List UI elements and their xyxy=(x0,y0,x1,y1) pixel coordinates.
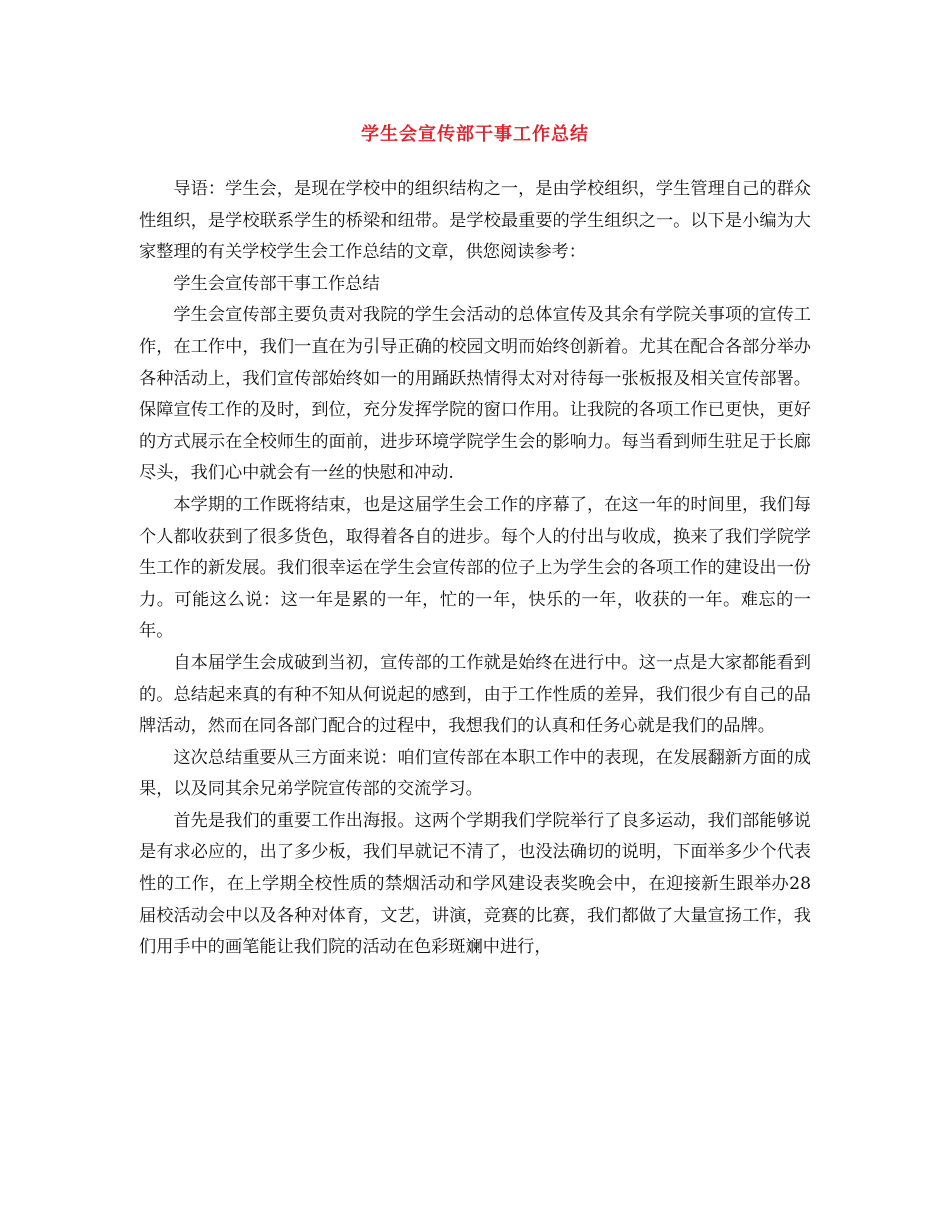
document-page xyxy=(139,120,811,964)
paragraph-intro: 导语：学生会，是现在学校中的组织结构之一，是由学校组织，学生管理自己的群众性组织，是学校联系学生的桥梁和纽带。是学校最重要的学生组织之一。以下是小编为大家整理的有关学校学生会工作总结的文章，供您阅读参考： xyxy=(139,179,811,263)
document-title: 学生会宣传部干事工作总结 xyxy=(361,124,589,145)
paragraph-body: 这次总结重要从三方面来说：咱们宣传部在本职工作中的表现，在发展翻新方面的成果，以及同其余兄弟学院宣传部的交流学习。 xyxy=(139,747,811,800)
paragraph-body: 本学期的工作既将结束，也是这届学生会工作的序幕了，在这一年的时间里，我们每个人都收获到了很多货色，取得着各自的进步。每个人的付出与收成，换来了我们学院学生工作的新发展。我们很幸运在学生会宣传部的位子上为学生会的各项工作的建设出一份力。可能这么说：这一年是累的一年，忙的一年，快乐的一年，收获的一年。难忘的一年。 xyxy=(139,494,811,642)
paragraph-body: 学生会宣传部主要负责对我院的学生会活动的总体宣传及其余有学院关事项的宣传工作，在工作中，我们一直在为引导正确的校园文明而始终创新着。尤其在配合各部分举办各种活动上，我们宣传部始终如一的用踊跃热情得太对对待每一张板报及相关宣传部署。保障宣传工作的及时，到位，充分发挥学院的窗口作用。让我院的各项工作已更快，更好的方式展示在全校师生的面前，进步环境学院学生会的影响力。每当看到师生驻足于长廊尽头，我们心中就会有一丝的快慰和冲动. xyxy=(139,305,811,484)
paragraph-body: 首先是我们的重要工作出海报。这两个学期我们学院举行了良多运动，我们部能够说是有求必应的，出了多少板，我们早就记不清了，也没法确切的说明，下面举多少个代表性的工作，在上学期全校性质的禁烟活动和学风建设表奖晚会中，在迎接新生跟举办28届校活动会中以及各种对体育，文艺，讲演，竞赛的比赛，我们都做了大量宣扬工作，我们用手中的画笔能让我们院的活动在色彩斑斓中进行， xyxy=(139,810,811,958)
paragraph-body: 自本届学生会成破到当初，宣传部的工作就是始终在进行中。这一点是大家都能看到的。总结起来真的有种不知从何说起的感到，由于工作性质的差异，我们很少有自己的品牌活动，然而在同各部门配合的过程中，我想我们的认真和任务心就是我们的品牌。 xyxy=(139,652,811,737)
paragraph-subtitle: 学生会宣传部干事工作总结 xyxy=(173,273,380,294)
